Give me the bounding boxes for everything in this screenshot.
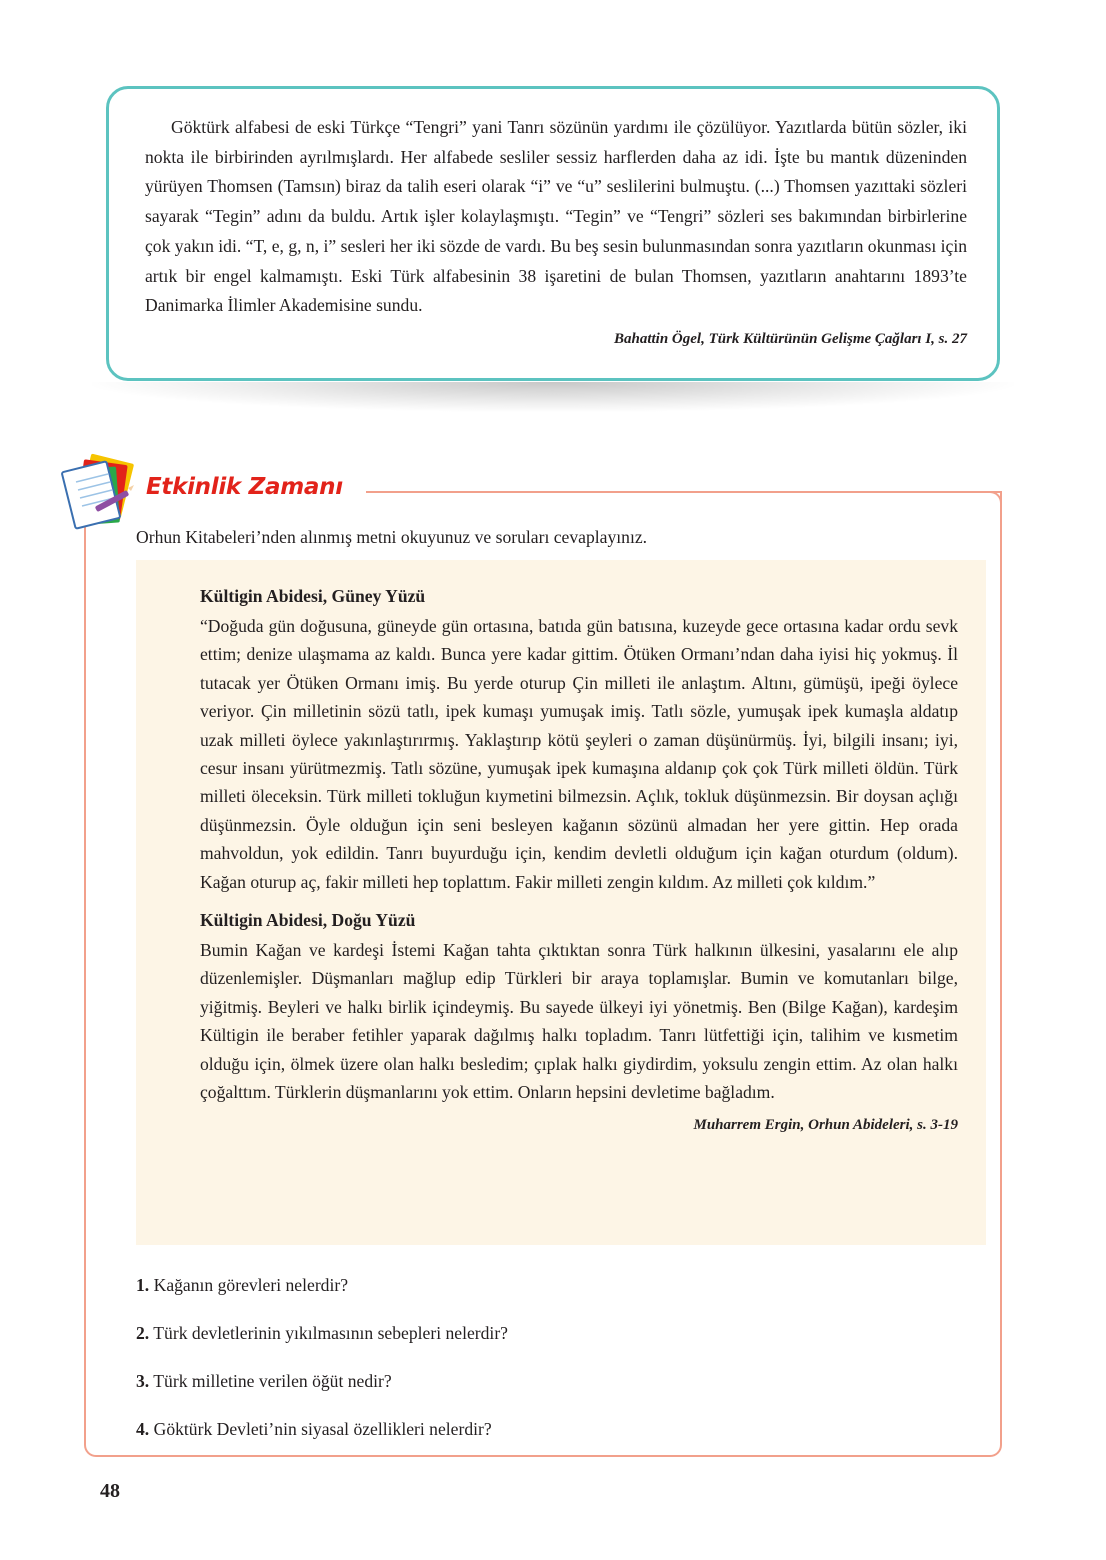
question-text: Türk devletlerinin yıkılmasının sebepleri nelerdir? [153, 1323, 508, 1343]
activity-box-corner [988, 491, 1002, 505]
question-number: 4. [136, 1419, 150, 1439]
question-number: 2. [136, 1323, 150, 1343]
page-number: 48 [100, 1480, 120, 1502]
section1-text: “Doğuda gün doğusuna, güneyde gün ortasına, batıda gün batısına, kuzeyde gece ortasına kadar ordu sevk ettim; denize ulaşmama az kaldı. Bunca yere kadar gittim. Ötüken Ormanı’ndan daha iyisi hiç yokmuş. İl tutacak yer Ötüken Ormanı imiş. Bu yerde oturup Çin milleti ile anlaştım. Altını, gümüşü, ipeği öylece veriyor. Çin milletinin sözü tatlı, ipek kumaşı yumuşak imiş. Tatlı sözle, yumuşak ipek kumaşla aldatıp uzak milleti öylece yakınlaştırırmış. Yaklaştırıp kötü şeyleri o zaman düşünürmüş. İyi, bilgili insanı; iyi, cesur insanı yürütmezmiş. Tatlı sözüne, yumuşak ipek kumaşına aldanıp çok çok Türk milleti öldün. Türk milleti öleceksin. Türk milleti tokluğun kıymetini bilmezsin. Açlık, tokluk düşünmezsin. Bir doysan açlığı düşünmezsin. Öyle olduğun için seni besleyen kağanın sözünü almadan her yere gittin. Hep orada mahvoldun, yok edildin. Tanrı buyurduğu için, kendim devletli olduğum için kağan oturdum (oldum). Kağan oturup aç, fakir milleti hep toplattım. Fakir milleti zengin kıldım. Az milleti çok kıldım.” [200, 616, 958, 892]
section1-heading: Kültigin Abidesi, Güney Yüzü [200, 586, 426, 606]
question-text: Kağanın görevleri nelerdir? [153, 1275, 349, 1295]
question-number: 1. [136, 1275, 150, 1295]
activity-box-top-border [366, 491, 1002, 493]
question-item [136, 1275, 956, 1323]
notebooks-pencil-icon [54, 452, 146, 532]
reading-panel [136, 560, 986, 1245]
quote-box-shadow [92, 382, 1014, 412]
section2-heading: Kültigin Abidesi, Doğu Yüzü [200, 910, 416, 931]
activity-title: Etkinlik Zamanı [146, 474, 343, 500]
question-item [136, 1323, 956, 1371]
question-item [136, 1371, 956, 1419]
question-item [136, 1419, 956, 1467]
question-text: Türk milletine verilen öğüt nedir? [153, 1371, 392, 1391]
quote-box [106, 86, 1000, 381]
question-text: Göktürk Devleti’nin siyasal özellikleri nelerdir? [153, 1419, 492, 1439]
section2-text: Bumin Kağan ve kardeşi İstemi Kağan tahta çıktıktan sonra Türk halkının ülkesini, yasalarını ele alıp düzenlemişler. Düşmanları mağlup edip Türkleri bir araya toplamışlar. Bumin ve komutanları bilge, yiğitmiş. Beyleri ve halkı birlik içindeymiş. Bu sayede ülkeyi iyi yönetmiş. Ben (Bilge Kağan), kardeşim Kültigin ile beraber fetihler yaparak dağılmış halkı topladım. Tanrı lütfettiği için, talihim ve kısmetim olduğu için, ölmek üzere olan halkı besledim; çıplak halkı giydirdim, yoksulu zengin ettim. Az olan halkı çoğalttım. Türklerin düşmanlarını yok ettim. Onların hepsini devletime bağladım. [200, 940, 958, 1103]
quote-source: Bahattin Ögel, Türk Kültürünün Gelişme Çağları I, s. 27 [613, 330, 967, 347]
activity-intro: Orhun Kitabeleri’nden alınmış metni okuyunuz ve soruları cevaplayınız. [136, 527, 648, 547]
reading-source: Muharrem Ergin, Orhun Abideleri, s. 3-19 [693, 1116, 958, 1133]
question-list [136, 1275, 956, 1467]
quote-text: Göktürk alfabesi de eski Türkçe “Tengri” yani Tanrı sözünün yardımı ile çözülüyor. Yazıtlarda bütün sözler, iki nokta ile birbirinden ayrılmışlardı. Her alfabede sesliler sessiz harflerden daha az idi. İşte bu mantık düzeninden yürüyen Thomsen (Tamsın) biraz da talih eseri olarak “i” ve “u” seslilerini bulmuştu. (...) Thomsen yazıttaki sözleri sayarak “Tegin” adını da buldu. Artık işler kolaylaşmıştı. “Tegin” ve “Tengri” sözleri ses bakımından birbirlerine çok yakın idi. “T, e, g, n, i” sesleri her iki sözde de vardı. Bu beş sesin bulunmasından sonra yazıtların okunması için artık bir engel kalmamıştı. Eski Türk alfabesinin 38 işaretini de bulan Thomsen, yazıtların anahtarını 1893’te Danimarka İlimler Akademisine sundu. [145, 117, 967, 316]
question-number: 3. [136, 1371, 150, 1391]
